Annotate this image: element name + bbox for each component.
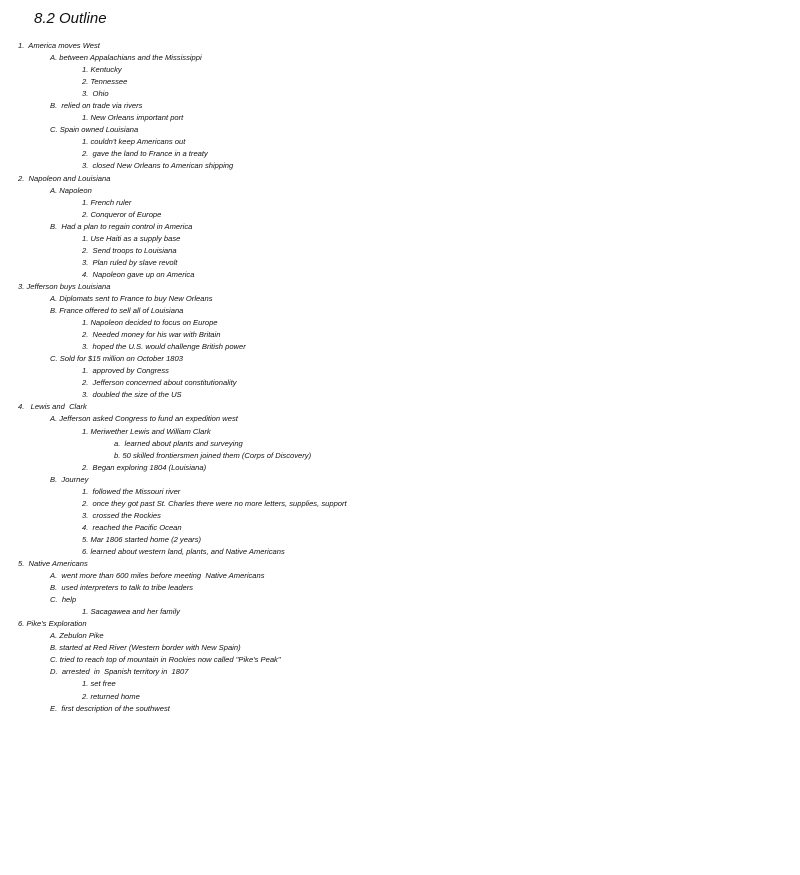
outline-item-level-0: 4. Lewis and Clark <box>18 402 87 412</box>
outline-item-level-2: 3. Ohio <box>82 89 109 99</box>
outline-item-level-3: a. learned about plants and surveying <box>114 438 243 448</box>
outline-item-level-1: B. started at Red River (Western border with New Spain) <box>50 643 241 653</box>
outline-item-level-2: 1. Meriwether Lewis and William Clark <box>82 426 211 436</box>
outline-item-level-2: 1. followed the Missouri river <box>82 486 181 496</box>
outline-item-level-2: 1. couldn't keep Americans out <box>82 137 186 147</box>
outline-item-level-1: A. Zebulon Pike <box>50 631 104 641</box>
outline-item-level-1: E. first description of the southwest <box>50 703 170 713</box>
outline-item-level-3: b. 50 skilled frontiersmen joined them (Corps of Discovery) <box>114 450 312 460</box>
outline-item-level-2: 3. Plan ruled by slave revolt <box>82 257 178 267</box>
outline-item-level-1: C. help <box>50 595 77 605</box>
outline-item-level-2: 2. gave the land to France in a treaty <box>82 149 208 159</box>
outline-item-level-2: 2. returned home <box>82 691 140 701</box>
outline-item-level-2: 2. Needed money for his war with Britain <box>82 330 221 340</box>
outline-item-level-2: 2. Tennessee <box>82 77 128 87</box>
outline-item-level-2: 1. approved by Congress <box>82 366 169 376</box>
outline-item-level-1: C. tried to reach top of mountain in Rockies now called "Pike's Peak" <box>50 655 281 665</box>
outline-item-level-1: A. Diplomats sent to France to buy New Orleans <box>50 293 213 303</box>
outline-item-level-2: 2. Began exploring 1804 (Louisiana) <box>82 462 207 472</box>
outline-item-level-2: 5. Mar 1806 started home (2 years) <box>82 534 202 544</box>
outline-item-level-1: D. arrested in Spanish territory in 1807 <box>50 667 189 677</box>
outline-item-level-2: 3. crossed the Rockies <box>82 510 161 520</box>
outline-item-level-0: 5. Native Americans <box>18 559 88 569</box>
outline-item-level-1: A. between Appalachians and the Mississippi <box>50 53 202 63</box>
outline-item-level-2: 1. French ruler <box>82 197 132 207</box>
outline-item-level-0: 1. America moves West <box>18 41 100 50</box>
page-title: 8.2 Outline <box>34 10 107 27</box>
outline-item-level-0: 3. Jefferson buys Louisiana <box>18 281 111 291</box>
outline-item-level-2: 4. reached the Pacific Ocean <box>82 522 182 532</box>
outline-item-level-2: 1. Napoleon decided to focus on Europe <box>82 318 218 328</box>
outline-item-level-1: A. Jefferson asked Congress to fund an expedition west <box>50 414 238 424</box>
outline-item-level-1: B. France offered to sell all of Louisiana <box>50 306 184 316</box>
outline-item-level-1: B. relied on trade via rivers <box>50 101 143 111</box>
outline-item-level-2: 2. once they got past St. Charles there were no more letters, supplies, support <box>82 498 347 508</box>
outline-item-level-2: 4. Napoleon gave up on America <box>82 269 195 279</box>
outline-item-level-2: 3. hoped the U.S. would challenge British power <box>82 342 246 352</box>
outline-item-level-1: C. Sold for $15 million on October 1803 <box>50 354 183 364</box>
outline-item-level-2: 1. Use Haiti as a supply base <box>82 233 181 243</box>
outline-item-level-2: 1. Sacagawea and her family <box>82 607 180 617</box>
outline-item-level-1: A. went more than 600 miles before meeting Native Americans <box>50 571 265 581</box>
outline-item-level-2: 2. Jefferson concerned about constitutionality <box>82 378 237 388</box>
outline-item-level-2: 6. learned about western land, plants, and Native Americans <box>82 546 285 556</box>
outline-item-level-2: 3. doubled the size of the US <box>82 390 182 400</box>
outline-item-level-0: 2. Napoleon and Louisiana <box>18 173 111 183</box>
outline-item-level-1: B. used interpreters to talk to tribe leaders <box>50 583 194 593</box>
outline-item-level-2: 1. New Orleans important port <box>82 113 184 123</box>
outline-item-level-1: C. Spain owned Louisiana <box>50 125 139 135</box>
outline-item-level-1: B. Journey <box>50 474 89 484</box>
outline-item-level-2: 3. closed New Orleans to American shipping <box>82 161 234 171</box>
outline-item-level-1: A. Napoleon <box>50 185 92 195</box>
outline-item-level-2: 2. Conqueror of Europe <box>82 209 162 219</box>
outline-list <box>0 40 347 715</box>
outline-item-level-2: 1. Kentucky <box>82 65 122 75</box>
outline-item-level-2: 1. set free <box>82 679 116 689</box>
outline-item-level-0: 6. Pike's Exploration <box>18 619 87 629</box>
outline-item-level-2: 2. Send troops to Louisiana <box>82 245 177 255</box>
outline-item-level-1: B. Had a plan to regain control in America <box>50 221 193 231</box>
